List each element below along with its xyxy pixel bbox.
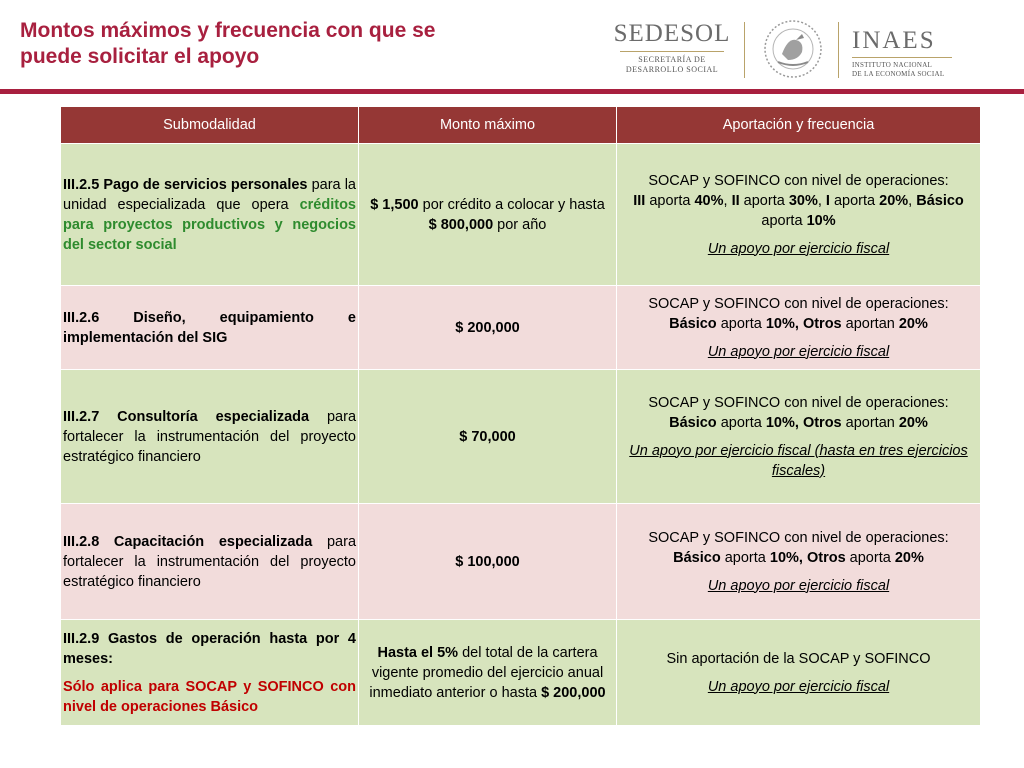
sedesol-logo [612,20,732,75]
aportacion-frequency: Un apoyo por ejercicio fiscal [707,678,890,695]
monto-amount: $ 1,500 [370,196,419,213]
submodalidad-text: para fortalecer la instrumentación del proyecto estratégico financiero [63,533,357,590]
table-row [61,144,981,286]
level-text: aporta [720,315,762,332]
column-header-submodalidad: Submodalidad [61,107,359,144]
sedesol-logo-sub1: SECRETARÍA DE [638,55,706,64]
level-pct: 10%, Otros [765,315,842,332]
level-pct: 40% [694,192,724,209]
aportacion-line: SOCAP y SOFINCO con nivel de operaciones: [648,295,949,312]
level-pct: 30% [788,192,818,209]
aportacion-levels [619,548,978,568]
aportacion-frequency: Un apoyo por ejercicio fiscal [707,240,890,257]
monto-amount: $ 200,000 [455,319,520,336]
aportacion-line: SOCAP y SOFINCO con nivel de operaciones: [648,172,949,189]
monto-amount: $ 100,000 [455,553,520,570]
logo-separator-2 [838,22,839,78]
cell-aportacion [617,286,981,370]
mexican-coat-of-arms-icon [758,18,828,80]
cell-aportacion [617,370,981,504]
level-text: aportan [845,315,895,332]
submodalidad-code: III.2.8 Capacitación especializada [63,533,313,550]
table-row [61,620,981,726]
column-header-monto: Monto máximo [359,107,617,144]
submodalidad-code: III.2.5 Pago de servicios personales [63,176,308,193]
inaes-logo-sub1: INSTITUTO NACIONAL [852,61,933,69]
cell-monto [359,144,617,286]
level-pct: 10%, Otros [765,414,842,431]
page-title-line-1: Montos máximos y frecuencia con que se [20,19,436,42]
cell-submodalidad [61,144,359,286]
table-row [61,370,981,504]
level-basico: Básico [673,549,721,566]
monto-amount: $ 70,000 [459,428,516,445]
level-text: aporta [720,414,762,431]
level-pct: 20% [898,414,928,431]
sedesol-logo-name: SEDESOL [613,20,731,47]
submodalidad-code: III.2.9 Gastos de operación hasta por 4 meses: [63,630,356,667]
level-pct: 20% [879,192,909,209]
aportacion-levels: III aporta 40%, II aporta 30%, I aporta 20%, Básico aporta 10% [633,192,964,229]
submodalidad-text: para fortalecer la instrumentación del proyecto estratégico financiero [63,408,357,465]
cell-monto [359,370,617,504]
submodalidad-highlight: créditos para proyectos productivos y negocios del sector social [63,196,357,253]
level-text: aporta [833,192,876,209]
aportacion-frequency: Un apoyo por ejercicio fiscal [707,343,890,360]
monto-text: del total de la cartera vigente promedio del ejercicio anual inmediato anterior o hasta [369,644,604,701]
monto-limit: Hasta el 5% [377,644,459,661]
aportacion-frequency: Un apoyo por ejercicio fiscal [707,577,890,594]
level-i: I [825,192,830,209]
level-basico: Básico [669,414,717,431]
aportacion-levels [619,314,978,334]
submodalidad-restriction: Sólo aplica para SOCAP y SOFINCO con nivel de operaciones Básico [63,678,356,715]
inaes-logo-name: INAES [852,27,936,54]
level-text: aportan [845,414,895,431]
sedesol-logo-rule [620,51,724,52]
submodalidad-code: III.2.7 Consultoría especializada [63,408,310,425]
level-text: aporta [724,549,766,566]
column-header-aportacion: Aportación y frecuencia [617,107,981,144]
submodalidad-text: para la unidad especializada que opera [63,176,356,213]
level-pct: 10%, Otros [769,549,846,566]
aportacion-frequency: Un apoyo por ejercicio fiscal (hasta en tres ejercicios fiscales) [629,442,968,479]
cell-aportacion [617,620,981,726]
inaes-logo-sub2: DE LA ECONOMÍA SOCIAL [852,70,945,78]
level-ii: II [731,192,740,209]
aportacion-line: Sin aportación de la SOCAP y SOFINCO [666,650,931,667]
inaes-logo [852,28,952,79]
table-header-row [61,107,981,144]
sedesol-logo-sub2: DESARROLLO SOCIAL [625,65,719,74]
cell-submodalidad [61,370,359,504]
monto-amount-2: $ 800,000 [428,216,494,233]
header-divider [0,89,1024,94]
cell-submodalidad [61,286,359,370]
level-text: aporta [849,549,891,566]
inaes-logo-rule [852,57,952,58]
monto-text-2: por año [497,216,547,233]
logo-separator [744,22,745,78]
level-iii: III [633,192,646,209]
level-text: aporta [743,192,785,209]
cell-aportacion [617,504,981,620]
table-row [61,286,981,370]
level-text: aporta [649,192,691,209]
level-pct: 20% [894,549,924,566]
aportacion-line: SOCAP y SOFINCO con nivel de operaciones: [648,394,949,411]
cell-submodalidad [61,620,359,726]
page-title [20,18,540,70]
support-amounts-table [60,106,981,726]
cell-monto [359,504,617,620]
cell-monto [359,286,617,370]
cell-monto [359,620,617,726]
page-title-line-2: puede solicitar el apoyo [20,45,260,68]
cell-aportacion [617,144,981,286]
level-pct: 20% [898,315,928,332]
aportacion-line: SOCAP y SOFINCO con nivel de operaciones: [648,529,949,546]
level-text: aporta [761,212,803,229]
aportacion-levels [619,413,978,433]
level-pct: 10% [806,212,836,229]
submodalidad-code: III.2.6 Diseño, equipamiento e implementación del SIG [63,309,356,346]
cell-submodalidad [61,504,359,620]
table-row [61,504,981,620]
level-basico: Básico [669,315,717,332]
monto-amount: $ 200,000 [541,684,606,701]
monto-text: por crédito a colocar y hasta [422,196,605,213]
level-basico: Básico [916,192,964,209]
